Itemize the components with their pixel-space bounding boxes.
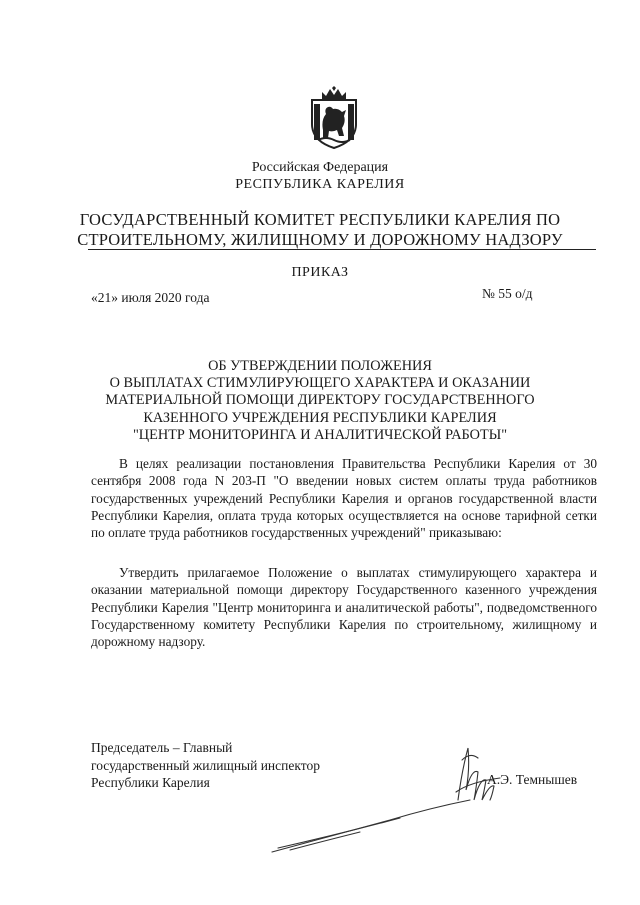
federation-label: Российская Федерация (251, 160, 389, 175)
document-title (0, 358, 640, 444)
signer-name: А.Э. Темнышев (487, 772, 578, 787)
title-line-4: КАЗЕННОГО УЧРЕЖДЕНИЯ РЕСПУБЛИКИ КАРЕЛИЯ (143, 409, 497, 426)
committee-name (0, 210, 640, 250)
title-line-3: МАТЕРИАЛЬНОЙ ПОМОЩИ ДИРЕКТОРУ ГОСУДАРСТВЕННОГО (105, 392, 535, 409)
header-divider (88, 249, 596, 250)
republic-label: РЕСПУБЛИКА КАРЕЛИЯ (235, 177, 405, 192)
committee-line-2: СТРОИТЕЛЬНОМУ, ЖИЛИЩНОМУ И ДОРОЖНОМУ НАДЗОРУ (77, 230, 563, 249)
signer-position-line-2: государственный жилищный инспектор (91, 757, 320, 773)
preamble-paragraph: В целях реализации постановления Правительства Республики Карелия от 30 сентября 2008 года N 203-П "О введении новых систем оплаты труда работников государственных учреждений Республики Карелия и органов государственной власти Республики Карелия, оплата труда которых осуществляется на основе тарифной сетки по оплате труда работников государственных учреждений" приказываю: (91, 456, 597, 541)
title-line-5: "ЦЕНТР МОНИТОРИНГА И АНАЛИТИЧЕСКОЙ РАБОТЫ" (132, 426, 508, 443)
signer-position-line-1: Председатель – Главный (91, 740, 233, 755)
order-label: ПРИКАЗ (291, 265, 349, 280)
committee-line-1: ГОСУДАРСТВЕННЫЙ КОМИТЕТ РЕСПУБЛИКИ КАРЕЛИЯ ПО (79, 210, 561, 229)
karelia-coat-of-arms-icon (306, 86, 362, 150)
order-number: № 55 о/д (482, 286, 533, 301)
resolution-paragraph: Утвердить прилагаемое Положение о выплатах стимулирующего характера и оказании материальной помощи директору Государственного казенного учреждения Республики Карелия "Центр мониторинга и аналитической работы", подведомственного Государственному комитету Республики Карелия по строительному, жилищному и дорожному надзору. (91, 565, 597, 650)
title-line-2: О ВЫПЛАТАХ СТИМУЛИРУЮЩЕГО ХАРАКТЕРА И ОКАЗАНИИ (109, 375, 531, 392)
signer-position-line-3: Республики Карелия (91, 775, 210, 790)
order-date: «21» июля 2020 года (91, 290, 210, 305)
title-line-1: ОБ УТВЕРЖДЕНИИ ПОЛОЖЕНИЯ (208, 358, 432, 374)
signer-position (91, 739, 320, 792)
